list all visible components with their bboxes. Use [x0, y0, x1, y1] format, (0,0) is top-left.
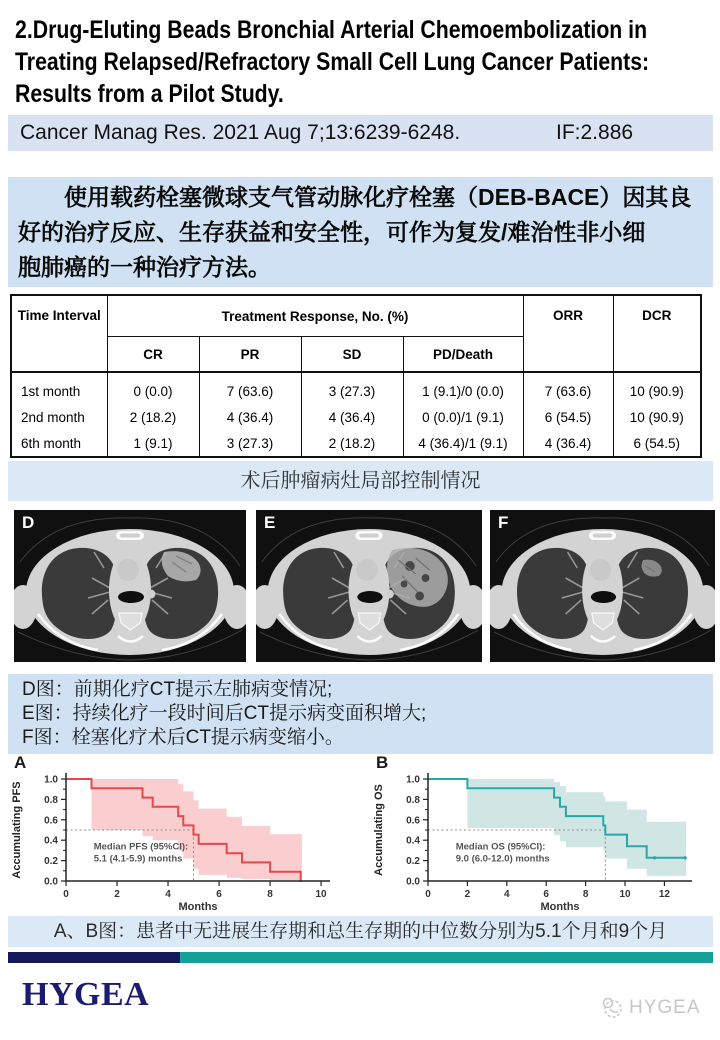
ct-panel-d — [14, 510, 246, 662]
col-header-pr: PR — [199, 337, 301, 373]
svg-text:4: 4 — [165, 889, 171, 900]
cell-orr: 4 (36.4) — [523, 430, 613, 457]
cell-pr: 3 (27.3) — [199, 430, 301, 457]
ct-scan-f-image — [490, 510, 715, 662]
cell-pr: 4 (36.4) — [199, 404, 301, 430]
svg-text:10: 10 — [315, 889, 327, 900]
svg-text:12: 12 — [658, 889, 670, 900]
panel-label-b: B — [376, 753, 389, 772]
ct-panel-e — [256, 510, 482, 662]
censor-mark — [683, 856, 686, 859]
ct-notes-block — [8, 674, 713, 754]
ct-label-d: D — [22, 513, 35, 532]
ct-label-e: E — [264, 513, 276, 532]
svg-text:0.0: 0.0 — [44, 876, 58, 888]
svg-text:2: 2 — [114, 889, 120, 900]
km-chart-pfs — [8, 753, 362, 916]
cell-pr: 7 (63.6) — [199, 372, 301, 404]
journal-citation: Cancer Manag Res. 2021 Aug 7;13:6239-6248. — [20, 121, 461, 144]
svg-text:0.0: 0.0 — [406, 876, 420, 888]
median-annotation: Median OS (95%CI): — [455, 841, 546, 853]
cell-time: 6th month — [11, 430, 107, 457]
ct-note-d: D图：前期化疗CT提示左肺病变情况; — [22, 679, 333, 700]
table-row — [11, 404, 701, 430]
panel-label-a: A — [14, 753, 27, 772]
conclusion-block — [8, 177, 713, 287]
os-survival-plot — [370, 767, 720, 915]
table-row — [11, 372, 701, 404]
col-header-sd: SD — [301, 337, 403, 373]
hygea-brand-logo: HYGEA — [22, 976, 150, 1013]
treatment-response-table — [10, 294, 702, 458]
svg-text:0.8: 0.8 — [44, 794, 58, 806]
median-annotation: 9.0 (6.0-12.0) months — [455, 853, 550, 865]
cell-sd: 2 (18.2) — [301, 430, 403, 457]
cell-cr: 1 (9.1) — [107, 430, 199, 457]
hygea-watermark-label: HYGEA — [629, 997, 701, 1018]
svg-text:0.2: 0.2 — [44, 856, 58, 868]
cell-pd-death: 4 (36.4)/1 (9.1) — [403, 430, 523, 457]
ct-scan-d-image — [14, 510, 246, 662]
hygea-watermark-icon — [600, 996, 624, 1020]
title-line-3: Results from a Pilot Study. — [15, 80, 284, 108]
ct-note-e: E图：持续化疗一段时间后CT提示病变面积增大; — [22, 703, 427, 724]
col-header-time-interval: Time Interval — [11, 295, 107, 372]
svg-text:0.8: 0.8 — [406, 794, 420, 806]
conclusion-line-1: 使用载药栓塞微球支气管动脉化疗栓塞（DEB-BACE）因其良 — [64, 184, 692, 210]
conclusion-line-3: 胞肺癌的一种治疗方法。 — [18, 254, 271, 280]
svg-text:0.6: 0.6 — [406, 815, 420, 827]
page-title — [15, 14, 715, 110]
cell-orr: 6 (54.5) — [523, 404, 613, 430]
col-header-orr: ORR — [523, 295, 613, 372]
svg-text:6: 6 — [543, 889, 549, 900]
hygea-watermark — [600, 996, 701, 1020]
svg-text:2: 2 — [464, 889, 471, 900]
svg-text:8: 8 — [582, 889, 589, 900]
svg-text:1.0: 1.0 — [44, 774, 58, 786]
km-chart-os — [370, 753, 720, 916]
footer-bar-teal-segment — [180, 952, 713, 963]
y-axis-label: Accumulating OS — [373, 784, 385, 876]
median-annotation: Median PFS (95%CI): — [93, 841, 189, 853]
cell-pd-death: 1 (9.1)/0 (0.0) — [403, 372, 523, 404]
title-line-1: 2.Drug-Eluting Beads Bronchial Arterial Chemoembolization in — [15, 16, 648, 44]
col-header-cr: CR — [107, 337, 199, 373]
svg-text:0: 0 — [63, 889, 69, 900]
conclusion-line-2: 好的治疗反应、生存获益和安全性，可作为复发/难治性非小细 — [18, 219, 646, 245]
svg-text:0: 0 — [425, 889, 431, 900]
svg-text:0.4: 0.4 — [44, 835, 58, 847]
citation-bar — [8, 115, 713, 151]
x-axis-label: Months — [540, 901, 580, 913]
cell-time: 2nd month — [11, 404, 107, 430]
footer-divider-bar — [8, 952, 713, 963]
cell-cr: 2 (18.2) — [107, 404, 199, 430]
svg-text:8: 8 — [267, 889, 273, 900]
ct-panel-f — [490, 510, 715, 662]
cell-dcr: 10 (90.9) — [613, 404, 701, 430]
impact-factor: IF:2.886 — [556, 121, 634, 144]
col-header-dcr: DCR — [613, 295, 701, 372]
svg-text:0.4: 0.4 — [406, 835, 420, 847]
title-line-2: Treating Relapsed/Refractory Small Cell Lung Cancer Patients: — [15, 48, 650, 76]
col-header-treatment-response: Treatment Response, No. (%) — [107, 295, 523, 337]
footer-bar-navy-segment — [8, 952, 180, 963]
table-caption: 术后肿瘤病灶局部控制情况 — [8, 461, 713, 501]
median-annotation: 5.1 (4.1-5.9) months — [93, 853, 183, 865]
y-axis-label: Accumulating PFS — [11, 781, 23, 879]
cell-dcr: 10 (90.9) — [613, 372, 701, 404]
svg-text:6: 6 — [216, 889, 222, 900]
svg-text:1.0: 1.0 — [406, 774, 420, 786]
svg-text:4: 4 — [504, 889, 510, 900]
cell-dcr: 6 (54.5) — [613, 430, 701, 457]
ct-scan-e-image — [256, 510, 482, 662]
svg-text:0.6: 0.6 — [44, 815, 58, 827]
ct-note-f: F图：栓塞化疗术后CT提示病变缩小。 — [22, 727, 344, 748]
cell-time: 1st month — [11, 372, 107, 404]
cell-orr: 7 (63.6) — [523, 372, 613, 404]
figure-caption: A、B图：患者中无进展生存期和总生存期的中位数分别为5.1个月和9个月 — [8, 916, 713, 947]
cell-cr: 0 (0.0) — [107, 372, 199, 404]
x-axis-label: Months — [178, 901, 218, 913]
table-row — [11, 430, 701, 457]
pfs-survival-plot — [8, 767, 362, 915]
cell-pd-death: 0 (0.0)/1 (9.1) — [403, 404, 523, 430]
svg-text:10: 10 — [619, 889, 631, 900]
ct-label-f: F — [498, 513, 509, 532]
cell-sd: 4 (36.4) — [301, 404, 403, 430]
cell-sd: 3 (27.3) — [301, 372, 403, 404]
svg-text:0.2: 0.2 — [406, 856, 420, 868]
col-header-pd-death: PD/Death — [403, 337, 523, 373]
censor-mark — [653, 856, 656, 859]
